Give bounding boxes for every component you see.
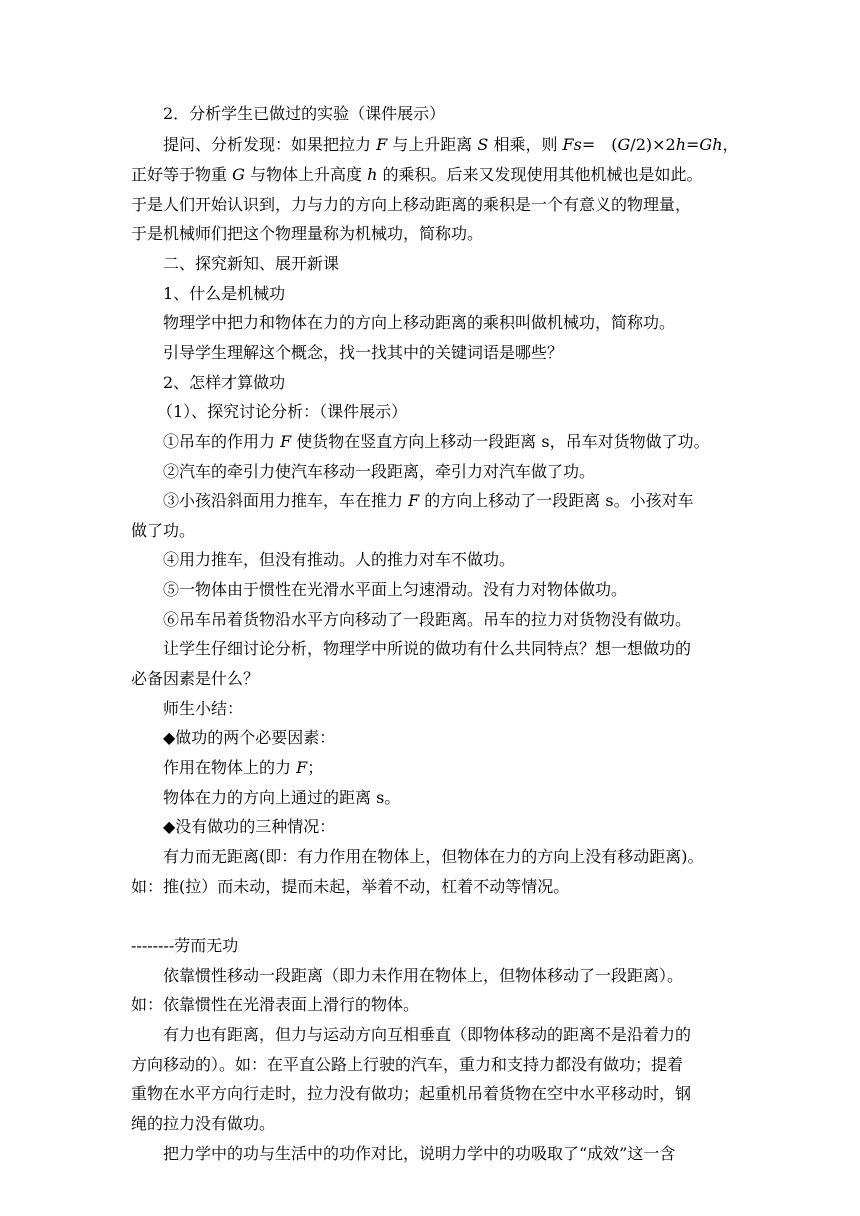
text: 作用在物体上的力 bbox=[163, 758, 297, 777]
symbol-F: F bbox=[408, 491, 420, 510]
no-work-case-1: 有力而无距离(即：有力作用在物体上，但物体在力的方向上没有移动距离)。 bbox=[163, 847, 704, 866]
paragraph-discovery-line bbox=[163, 134, 739, 156]
subheading-when-work-done: 2、怎样才算做功 bbox=[163, 373, 286, 392]
symbol-F: F bbox=[296, 758, 308, 777]
no-work-case-2-continued: 如：依靠惯性在光滑表面上滑行的物体。 bbox=[131, 995, 420, 1014]
symbol-h: h bbox=[675, 135, 687, 154]
case-5: ⑤一物体由于惯性在光滑水平面上匀速滑动。没有力对物体做功。 bbox=[163, 580, 628, 599]
text: /2)×2 bbox=[630, 135, 676, 154]
case-6: ⑥吊车吊着货物沿水平方向移动了一段距离。吊车的拉力对货物没有做功。 bbox=[163, 610, 692, 629]
no-work-case-2: 依靠惯性移动一段距离（即力未作用在物体上，但物体移动了一段距离）。 bbox=[163, 966, 684, 985]
factor-force bbox=[163, 757, 729, 779]
symbol-F: F bbox=[376, 135, 388, 154]
case-3 bbox=[163, 490, 729, 512]
symbol-Fs: Fs bbox=[562, 135, 582, 154]
text: 使货物在竖直方向上移动一段距离 s，吊车对货物做了功。 bbox=[291, 432, 710, 451]
bullet-two-factors: ◆做功的两个必要因素： bbox=[163, 728, 336, 747]
subheading-what-is-work: 1、什么是机械功 bbox=[163, 284, 286, 303]
text: 相乘，则 bbox=[488, 135, 563, 154]
text: ③小孩沿斜面用力推车，车在推力 bbox=[163, 491, 409, 510]
case-3-continued: 做了功。 bbox=[131, 521, 196, 540]
summary-heading: 师生小结： bbox=[163, 699, 244, 718]
no-work-case-3-continued: 重物在水平方向行走时，拉力没有做功；起重机吊着货物在空中水平移动时，钢 bbox=[131, 1084, 692, 1103]
symbol-Gh: Gh bbox=[699, 135, 723, 154]
text: 提问、分析发现：如果把拉力 bbox=[163, 135, 377, 154]
section-heading-analyze-experiment: 2．分析学生已做过的实验（课件展示） bbox=[163, 104, 446, 123]
symbol-F: F bbox=[280, 432, 292, 451]
guide-paragraph: 引导学生理解这个概念，找一找其中的关键词语是哪些？ bbox=[163, 343, 564, 362]
discussion-question-continued: 必备因素是什么？ bbox=[131, 669, 260, 688]
text: ； bbox=[307, 758, 324, 777]
paragraph-discovery-line: 于是人们开始认识到，力与力的方向上移动距离的乘积是一个有意义的物理量， bbox=[131, 195, 692, 214]
case-1 bbox=[163, 431, 729, 453]
paragraph-discovery-line bbox=[131, 164, 729, 186]
text: 与物体上升高度 bbox=[244, 165, 368, 184]
paragraph-discovery-line: 于是机械师们把这个物理量称为机械功，简称功。 bbox=[131, 224, 484, 243]
symbol-h: h bbox=[367, 165, 378, 184]
section-heading-new-lesson: 二、探究新知、展开新课 bbox=[163, 254, 340, 273]
factor-distance: 物体在力的方向上通过的距离 s。 bbox=[163, 788, 401, 807]
no-work-case-3: 有力也有距离，但力与运动方向互相垂直（即物体移动的距离不是沿着力的 bbox=[163, 1025, 692, 1044]
text: 正好等于物重 bbox=[131, 165, 233, 184]
text: 的方向上移动了一段距离 s。小孩对车 bbox=[419, 491, 694, 510]
symbol-S: S bbox=[477, 135, 489, 154]
text: ， bbox=[722, 135, 739, 154]
symbol-G: G bbox=[617, 135, 631, 154]
no-work-case-1-continued: 如：推(拉）而未动，提而未起，举着不动，杠着不动等情况。 bbox=[131, 877, 570, 896]
case-2: ②汽车的牵引力使汽车移动一段距离，牵引力对汽车做了功。 bbox=[163, 462, 596, 481]
case-4: ④用力推车，但没有推动。人的推力对车不做功。 bbox=[163, 550, 516, 569]
comparison-paragraph: 把力学中的功与生活中的功作对比，说明力学中的功吸取了“成效”这一含 bbox=[163, 1144, 676, 1163]
label-laoerwugong: --------劳而无功 bbox=[131, 936, 239, 955]
symbol-G: G bbox=[232, 165, 245, 184]
text: 与上升距离 bbox=[387, 135, 478, 154]
bullet-no-work-cases: ◆没有做功的三种情况： bbox=[163, 817, 336, 836]
text: 的乘积。后来又发现使用其他机械也是如此。 bbox=[377, 165, 703, 184]
definition-paragraph: 物理学中把力和物体在力的方向上移动距离的乘积叫做机械功，简称功。 bbox=[163, 313, 676, 332]
text: = bbox=[686, 135, 700, 154]
text: ①吊车的作用力 bbox=[163, 432, 281, 451]
discussion-heading: （1）、探究讨论分析：（课件展示） bbox=[157, 402, 408, 421]
no-work-case-3-continued: 方向移动的）。如：在平直公路上行驶的汽车，重力和支持力都没有做功；提着 bbox=[131, 1055, 684, 1074]
discussion-question: 让学生仔细讨论分析，物理学中所说的做功有什么共同特点？想一想做功的 bbox=[163, 639, 692, 658]
text: = ( bbox=[581, 135, 618, 154]
no-work-case-3-continued: 绳的拉力没有做功。 bbox=[131, 1114, 276, 1133]
